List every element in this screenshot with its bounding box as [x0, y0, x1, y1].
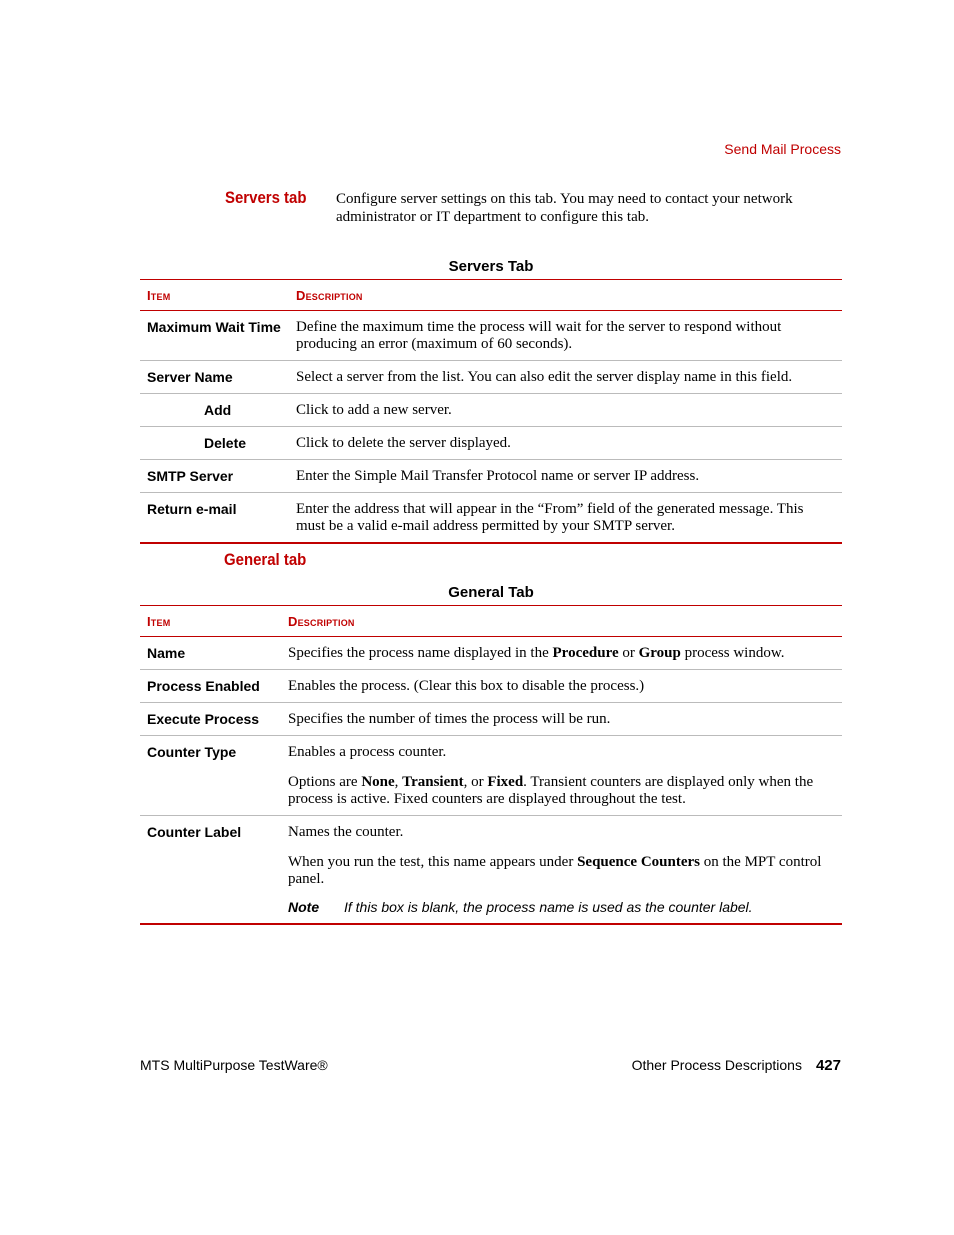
table-row [140, 637, 842, 670]
row-description: Enter the Simple Mail Transfer Protocol name or server IP address. [289, 460, 842, 493]
description-paragraph: When you run the test, this name appears under Sequence Counters on the MPT control panel. [288, 854, 822, 887]
row-item: Name [140, 637, 281, 670]
general-table [140, 605, 842, 925]
column-header-description: Description [281, 606, 842, 637]
table-row [140, 361, 842, 394]
row-item: Process Enabled [140, 670, 281, 703]
row-item: Add [140, 394, 289, 427]
row-item: Counter Type [140, 736, 281, 816]
row-description: Click to add a new server. [289, 394, 842, 427]
running-header: Send Mail Process [724, 141, 841, 157]
table-row [140, 703, 842, 736]
row-item: Maximum Wait Time [140, 311, 289, 361]
note-label: Note [288, 899, 320, 915]
footer-product: MTS MultiPurpose TestWare® [140, 1057, 328, 1073]
row-item: Server Name [140, 361, 289, 394]
table-row [140, 670, 842, 703]
row-item: Execute Process [140, 703, 281, 736]
footer-right [632, 1057, 841, 1074]
row-description: Define the maximum time the process will wait for the server to respond without producing an error (maximum of 60 seconds). [289, 311, 842, 361]
row-description: Specifies the process name displayed in the Procedure or Group process window. [281, 637, 842, 670]
row-description: Enables the process. (Clear this box to disable the process.) [281, 670, 842, 703]
table-row [140, 311, 842, 361]
row-description [281, 736, 842, 816]
description-paragraph: Enables a process counter. [288, 744, 447, 760]
table-row [140, 493, 842, 544]
column-header-item: Item [140, 280, 289, 311]
table-row [140, 816, 842, 925]
servers-tab-heading: Servers tab [225, 188, 307, 207]
note-text: If this box is blank, the process name is used as the counter label. [344, 899, 753, 915]
servers-tab-intro: Configure server settings on this tab. You may need to contact your network administrator or IT department to configure this tab. [336, 191, 793, 225]
table-row [140, 394, 842, 427]
table-row [140, 460, 842, 493]
servers-table [140, 279, 842, 544]
note [288, 899, 835, 916]
servers-table-caption: Servers Tab [448, 258, 534, 275]
general-tab-heading: General tab [224, 550, 307, 569]
description-paragraph: Options are None, Transient, or Fixed. Transient counters are displayed only when the process is active. Fixed counters are displayed throughout the test. [288, 774, 814, 807]
row-description: Click to delete the server displayed. [289, 427, 842, 460]
table-row [140, 427, 842, 460]
row-item: Delete [140, 427, 289, 460]
column-header-description: Description [289, 280, 842, 311]
description-paragraph: Names the counter. [288, 824, 404, 840]
column-header-item: Item [140, 606, 281, 637]
row-description: Specifies the number of times the process will be run. [281, 703, 842, 736]
footer-chapter: Other Process Descriptions [631, 1057, 802, 1073]
row-description [281, 816, 842, 925]
row-item: Counter Label [140, 816, 281, 925]
row-item: SMTP Server [140, 460, 289, 493]
row-description: Select a server from the list. You can also edit the server display name in this field. [289, 361, 842, 394]
row-description: Enter the address that will appear in the “From” field of the generated message. This must be a valid e-mail address permitted by your SMTP server. [289, 493, 842, 544]
page-number: 427 [815, 1057, 841, 1074]
general-table-caption: General Tab [448, 584, 534, 601]
table-row [140, 736, 842, 816]
row-item: Return e-mail [140, 493, 289, 544]
